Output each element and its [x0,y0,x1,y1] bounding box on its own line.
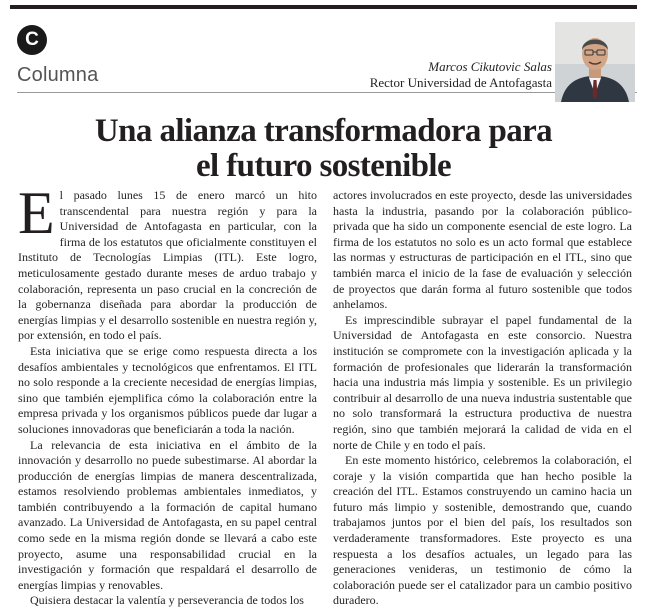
headline-line-1: Una alianza transformadora para [94,113,553,149]
author-block [370,59,552,91]
article-paragraph: actores involucrados en este proyecto, desde las universidades hasta la industria, pasando por la colaboración público-privada que ha sido un componente esencial de este logro. La firma de los estatutos no solo es un acto formal que establece las normas y estructuras de participación en el ITL, sino que también marca el inicio de la fase de evaluación y selección de proyectos que darán forma al futuro sostenible que todos anhelamos. [333,188,632,312]
article-headline [30,114,617,184]
headline-line-2: el futuro sostenible [195,148,452,184]
article-column-left [18,180,317,609]
author-name: Marcos Cikutovic Salas [428,59,552,74]
section-divider [17,92,637,93]
article-paragraph: El pasado lunes 15 de enero marcó un hito transcendental para nuestra región y para la Universidad de Antofagasta en particular, con la firma de los estatutos que oficialmente constituyen el Instituto de Tecnologías Limpias (ITL). Este logro, meticulosamente gestado durante meses de arduo trabajo y colaboración, representa un paso crucial en la concreción de la gobernanza diseñada para abordar la producción de energías limpias y el desarrollo sostenible en nuestra región y, por extensión, en todo el país. [18,180,317,343]
article-paragraph: Es imprescindible subrayar el papel fundamental de la Universidad de Antofagasta en este consorcio. Nuestra institución se compromete con la investigación aplicada y la formación de profesionales que liderarán la transformación hacia una industria más limpia y sostenible. Es un privilegio contribuir al desarrollo de una nueva industria sustentable que no solo transformará la estructura productiva de nuestra región, sino que también mejorará la calidad de vida en el norte de Chile y en todo el país. [333,312,632,452]
author-photo-icon [555,22,635,102]
top-rule [10,5,637,9]
article-paragraph: Quisiera destacar la valentía y perseverancia de todos los [30,593,304,608]
article-paragraph: En este momento histórico, celebremos la colaboración, el coraje y la visión compartida que han hecho posible la creación del ITL. Estamos construyendo un camino hacia un futuro más limpio y sostenible, demostrando que, cuando trabajamos juntos por el bien del país, los resultados son verdaderamente transformadores. Este proyecto es una respuesta a los desafíos actuales, un legado para las generaciones venideras, un testimonio de cómo la colaboración puede ser el catalizador para un cambio positivo duradero. [333,453,632,608]
author-role: Rector Universidad de Antofagasta [369,75,552,90]
column-badge-icon: C [17,25,47,55]
article-paragraph: Esta iniciativa que se erige como respuesta directa a los desafíos ambientales y tecnológicos que enfrentamos. El ITL no solo responde a la creciente necesidad de energías limpias, sino que también ejemplifica cómo la colaboración entre la empresa privada y los organismos públicos puede dar lugar a soluciones innovadoras que beneficiarán a toda la nación. [18,343,317,436]
article-paragraph: La relevancia de esta iniciativa en el ámbito de la innovación y desarrollo no puede subestimarse. Al abordar la producción de energías limpias de manera descentralizada, estamos resolviendo problemas ambientales inmediatos, y también contribuyendo a la formación de capital humano avanzado. La Universidad de Antofagasta, en su papel central como sede en la misma región donde se llevará a cabo este proyecto, asume una responsabilidad crucial en la investigación y formación que respaldará el desarrollo de energías limpias y renovables. [18,437,317,592]
section-label: Columna [17,64,99,86]
article-column-right [333,188,632,609]
author-portrait [555,22,635,102]
drop-cap: E [18,180,55,246]
